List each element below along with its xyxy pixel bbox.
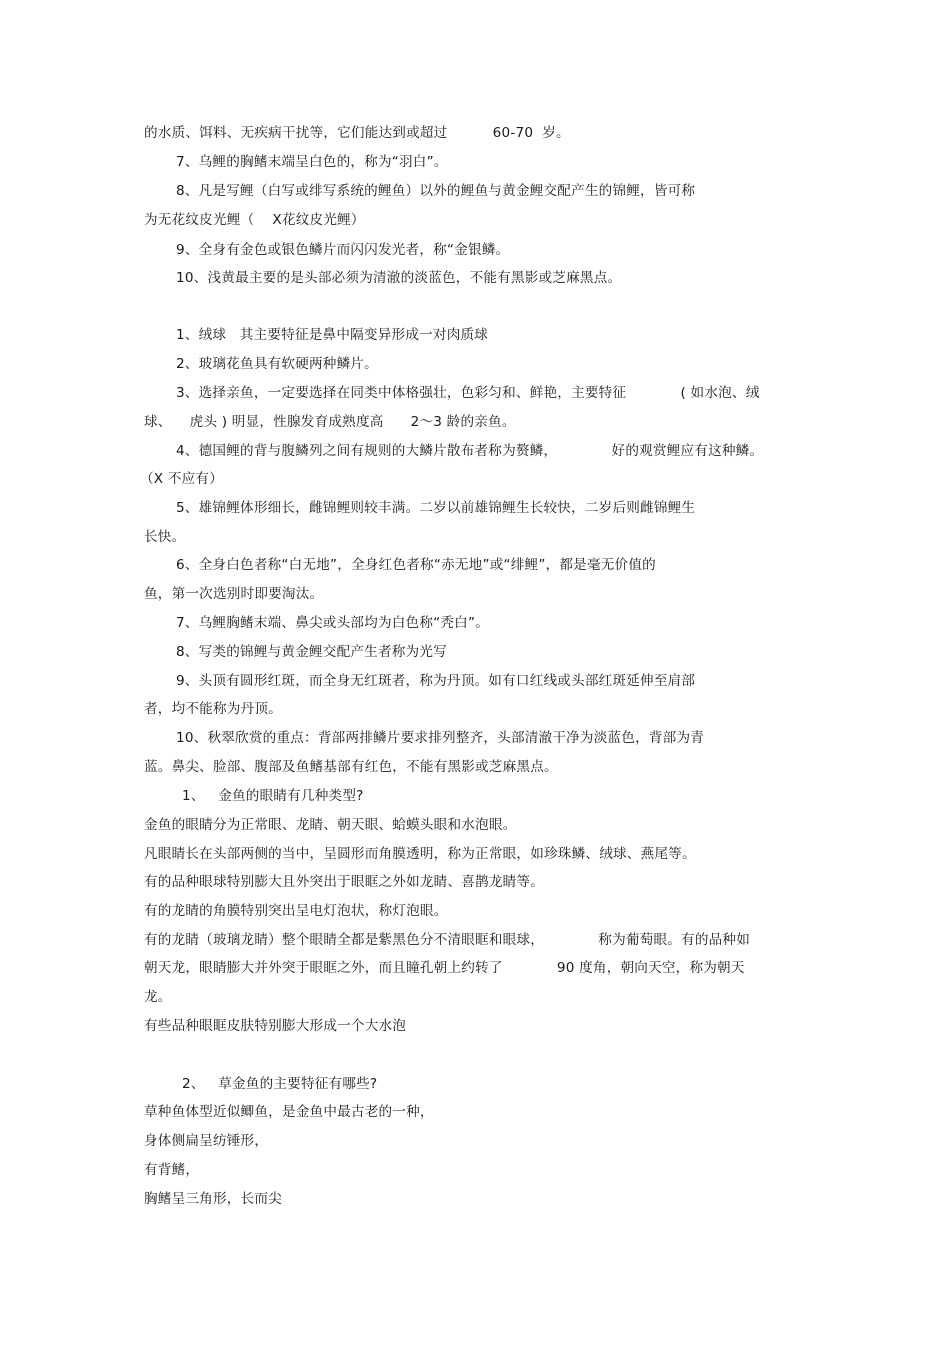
para-line: 4、德国鲤的背与腹鳞列之间有规则的大鳞片散布者称为赘鳞， 好的观赏鲤应有这种鳞。 [176, 443, 764, 459]
para-line: 7、乌鲤的胸鳍末端呈白色的，称为“羽白”。 [176, 154, 448, 170]
para-line: 有的龙睛（玻璃龙睛）整个眼睛全都是紫黑色分不清眼眶和眼球， 称为葡萄眼。有的品种如 [144, 932, 750, 948]
para-line: 9、头顶有圆形红斑，而全身无红斑者，称为丹顶。如有口红线或头部红斑延伸至肩部 [176, 673, 696, 689]
para-line: （X 不应有） [140, 471, 224, 487]
para-line: 为无花纹皮光鲤（ X花纹皮光鲤） [144, 212, 365, 228]
para-line: 草种鱼体型近似鲫鱼，是金鱼中最古老的一种， [144, 1104, 434, 1120]
para-line: 的水质、饵料、无疾病干扰等，它们能达到或超过 60-70 岁。 [144, 125, 570, 141]
para-line: 金鱼的眼睛分为正常眼、龙睛、朝天眼、蛤蟆头眼和水泡眼。 [144, 817, 517, 833]
para-line: 有些品种眼眶皮肤特别膨大形成一个大水泡 [144, 1018, 407, 1034]
para-line: 6、全身白色者称“白无地”，全身红色者称“赤无地”或“绯鲤”，都是毫无价值的 [176, 557, 656, 573]
para-line: 2、玻璃花鱼具有软硬两种鳞片。 [176, 356, 378, 372]
para-line: 3、选择亲鱼，一定要选择在同类中体格强壮，色彩匀和、鲜艳，主要特征 ( 如水泡、绒 [176, 385, 760, 401]
para-line: 龙。 [144, 989, 172, 1005]
para-line: 有的品种眼球特别膨大且外突出于眼眶之外如龙睛、喜鹊龙睛等。 [144, 874, 545, 890]
para-line: 球、 虎头 ) 明显，性腺发育成熟度高 2～3 龄的亲鱼。 [144, 414, 516, 430]
para-line: 1、绒球 其主要特征是鼻中隔变异形成一对肉质球 [176, 327, 489, 343]
para-line: 有的龙睛的角膜特别突出呈电灯泡状，称灯泡眼。 [144, 903, 448, 919]
question-heading: 2、 草金鱼的主要特征有哪些? [182, 1076, 378, 1092]
para-line: 8、写类的锦鲤与黄金鲤交配产生者称为光写 [176, 644, 447, 660]
para-line: 凡眼睛长在头部两侧的当中，呈圆形而角膜透明，称为正常眼，如珍珠鳞、绒球、燕尾等。 [144, 846, 696, 862]
question-heading: 1、 金鱼的眼睛有几种类型? [182, 788, 364, 804]
para-line: 8、凡是写鲤（白写或绯写系统的鲤鱼）以外的鲤鱼与黄金鲤交配产生的锦鲤，皆可称 [176, 183, 696, 199]
para-line: 鱼，第一次选别时即要淘汰。 [144, 586, 324, 602]
para-line: 9、全身有金色或银色鳞片而闪闪发光者，称“金银鳞。 [176, 242, 510, 258]
para-line: 身体侧扁呈纺锤形， [144, 1133, 269, 1149]
para-line: 有背鳍， [144, 1162, 200, 1178]
para-line: 者，均不能称为丹顶。 [144, 701, 282, 717]
para-line: 10、秋翠欣赏的重点：背部两排鳞片要求排列整齐，头部清澈干净为淡蓝色，背部为青 [176, 730, 705, 746]
para-line: 胸鳍呈三角形，长而尖 [144, 1191, 282, 1207]
para-line: 10、浅黄最主要的是头部必须为清澈的淡蓝色，不能有黑影或芝麻黑点。 [176, 270, 622, 286]
para-line: 5、雄锦鲤体形细长，雌锦鲤则较丰满。二岁以前雄锦鲤生长较快，二岁后则雌锦鲤生 [176, 500, 696, 516]
para-line: 朝天龙，眼睛膨大并外突于眼眶之外，而且瞳孔朝上约转了 90 度角，朝向天空，称为朝天 [144, 960, 745, 976]
para-line: 7、乌鲤胸鳍末端、鼻尖或头部均为白色称“秃白”。 [176, 615, 490, 631]
para-line: 长快。 [144, 529, 186, 545]
para-line: 蓝。鼻尖、脸部、腹部及鱼鳍基部有红色，不能有黑影或芝麻黑点。 [144, 759, 558, 775]
